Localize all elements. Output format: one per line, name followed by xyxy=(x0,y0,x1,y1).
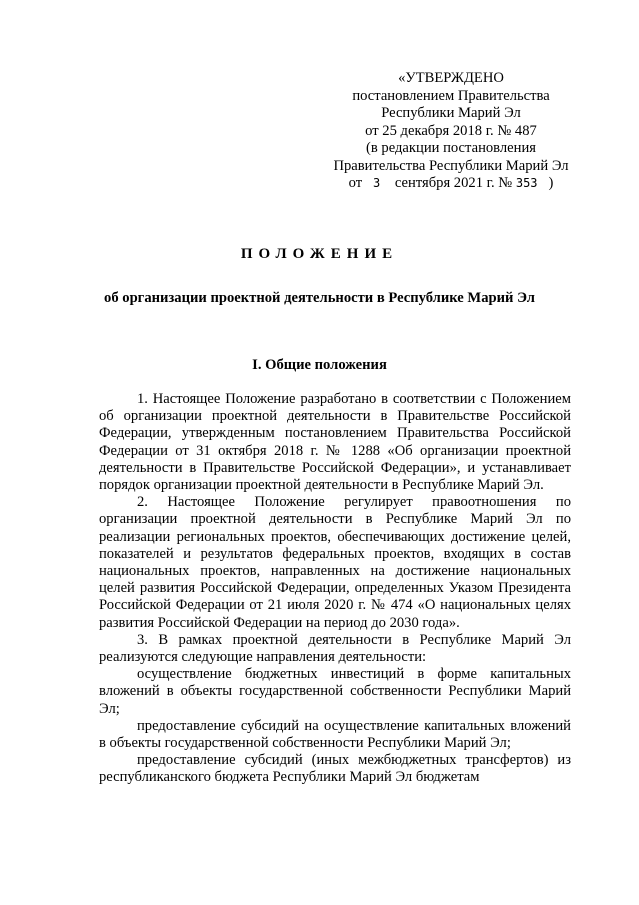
approval-month-year: сентября 2021 г. № xyxy=(394,175,513,191)
document-subtitle: об организации проектной деятельности в Республике Марий Эл xyxy=(104,290,535,306)
approval-line-7 xyxy=(322,175,580,193)
paragraph-3: 3. В рамках проектной деятельности в Республике Марий Эл реализуются следующие направления деятельности: xyxy=(99,631,571,666)
list-item-investments: осуществление бюджетных инвестиций в форме капитальных вложений в объекты государственной собственности Республики Марий Эл; xyxy=(99,666,571,717)
approval-line-6: Правительства Республики Марий Эл xyxy=(333,157,569,174)
approval-line-3: Республики Марий Эл xyxy=(381,105,521,121)
document-body xyxy=(99,391,571,787)
approval-line-4: от 25 декабря 2018 г. № 487 xyxy=(365,122,537,139)
approval-stamp xyxy=(322,70,580,193)
section-heading: I. Общие положения xyxy=(252,357,387,373)
approval-date-prefix: от xyxy=(348,175,363,191)
paragraph-2: 2. Настоящее Положение регулирует правоотношения по организации проектной деятельности в Республике Марий Эл по реализации региональных проектов, обеспечивающих достижение целей, показателей и результатов федеральных проектов, входящих в состав национальных проектов, направленных на достижение национальных целей развития Российской Федерации, определенных Указом Президента Российской Федерации от 21 июля 2020 г. № 474 «О национальных целях развития Российской Федерации на период до 2030 года». xyxy=(99,494,571,631)
approval-day: 3 xyxy=(373,176,381,190)
list-item-subsidies: предоставление субсидий на осуществление капитальных вложений в объекты государственной собственности Республики Марий Эл; xyxy=(99,717,571,752)
approval-line-1: «УТВЕРЖДЕНО xyxy=(398,70,504,86)
approval-number: 353 xyxy=(515,176,538,190)
approval-line-5: (в редакции постановления xyxy=(366,140,536,156)
approval-line-2: постановлением Правительства xyxy=(352,87,550,104)
paragraph-1: 1. Настоящее Положение разработано в соответствии с Положением об организации проектной деятельности в Правительстве Российской Федерации, утвержденным постановлением Правительства Российской Федерации от 31 октября 2018 г. № 1288 «Об организации проектной деятельности в Правительстве Российской Федерации», и устанавливает порядок организации проектной деятельности в Республике Марий Эл. xyxy=(99,391,571,494)
list-item-transfers: предоставление субсидий (иных межбюджетных трансфертов) из республиканского бюджета Республики Марий Эл бюджетам xyxy=(99,752,571,786)
approval-closing-paren: ) xyxy=(548,175,554,191)
document-title: ПОЛОЖЕНИЕ xyxy=(240,246,399,262)
